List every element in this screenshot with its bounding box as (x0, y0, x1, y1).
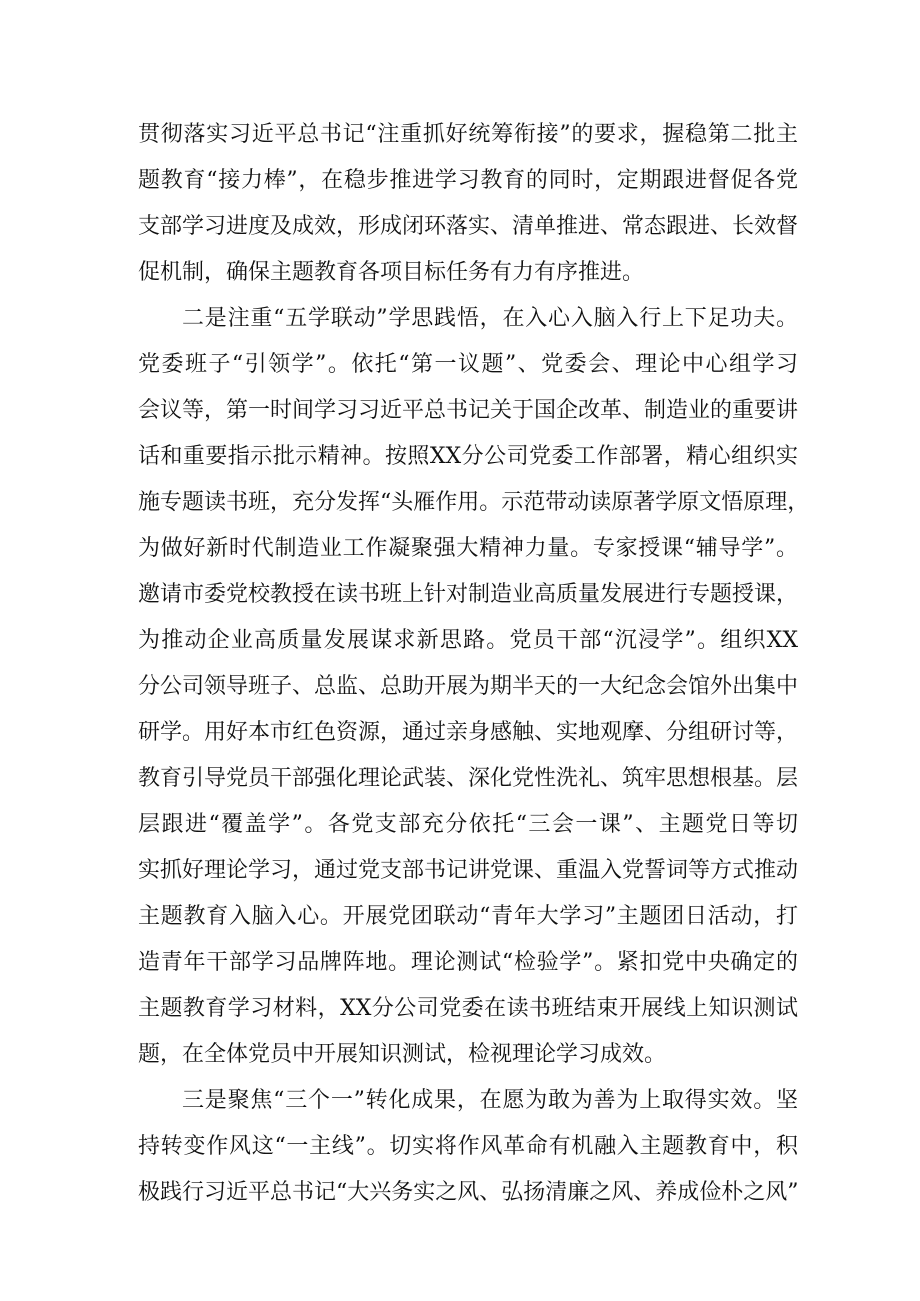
text-line: 贯彻落实习近平总书记“注重抓好统筹衔接”的要求，握稳第二批主 (138, 122, 798, 147)
text-line: 会议等，第一时间学习习近平总书记关于国企改革、制造业的重要讲 (138, 398, 799, 423)
text-line: 研学。用好本市红色资源，通过亲身感触、实地观摩、分组研讨等， (138, 720, 799, 745)
document-body (138, 112, 810, 1216)
text-line: 促机制，确保主题教育各项目标任务有力有序推进。 (138, 260, 645, 285)
text-line: 二是注重“五学联动”学思践悟，在入心入脑入行上下足功夫。 (182, 306, 798, 331)
text-line: 为推动企业高质量发展谋求新思路。党员干部“沉浸学”。组织XX (138, 628, 798, 653)
text-line: 支部学习进度及成效，形成闭环落实、清单推进、常态跟进、长效督 (138, 214, 799, 239)
text-line: 党委班子“引领学”。依托“第一议题”、党委会、理论中心组学习 (138, 352, 798, 377)
text-line: 极践行习近平总书记“大兴务实之风、弘扬清廉之风、养成俭朴之风” (138, 1180, 799, 1205)
text-line: 持转变作风这“一主线”。切实将作风革命有机融入主题教育中，积 (138, 1134, 798, 1159)
text-line: 主题教育入脑入心。开展党团联动“青年大学习”主题团日活动，打 (138, 904, 798, 929)
paragraph-3 (138, 1078, 798, 1216)
text-line: 实抓好理论学习，通过党支部书记讲党课、重温入党誓词等方式推动 (138, 858, 799, 883)
text-line: 题，在全体党员中开展知识测试，检视理论学习成效。 (138, 1042, 667, 1067)
text-line: 主题教育学习材料，XX分公司党委在读书班结束开展线上知识测试 (138, 996, 798, 1021)
text-line: 层跟进“覆盖学”。各党支部充分依托“三会一课”、主题党日等切 (138, 812, 798, 837)
paragraph-2 (138, 296, 810, 1078)
text-line: 邀请市委党校教授在读书班上针对制造业高质量发展进行专题授课， (138, 582, 799, 607)
paragraph-1 (138, 112, 798, 296)
text-line: 三是聚焦“三个一”转化成果，在愿为敢为善为上取得实效。坚 (182, 1088, 798, 1113)
text-line: 教育引导党员干部强化理论武装、深化党性洗礼、筑牢思想根基。层 (138, 766, 799, 791)
text-line: 话和重要指示批示精神。按照XX分公司党委工作部署，精心组织实 (138, 444, 798, 469)
text-line: 题教育“接力棒”，在稳步推进学习教育的同时，定期跟进督促各党 (138, 168, 798, 193)
text-line: 造青年干部学习品牌阵地。理论测试“检验学”。紧扣党中央确定的 (138, 950, 798, 975)
text-line: 施专题读书班，充分发挥“头雁作用。示范带动读原著学原文悟原理， (138, 490, 810, 515)
text-line: 分公司领导班子、总监、总助开展为期半天的一大纪念会馆外出集中 (138, 674, 799, 699)
text-line: 为做好新时代制造业工作凝聚强大精神力量。专家授课“辅导学”。 (138, 536, 798, 561)
